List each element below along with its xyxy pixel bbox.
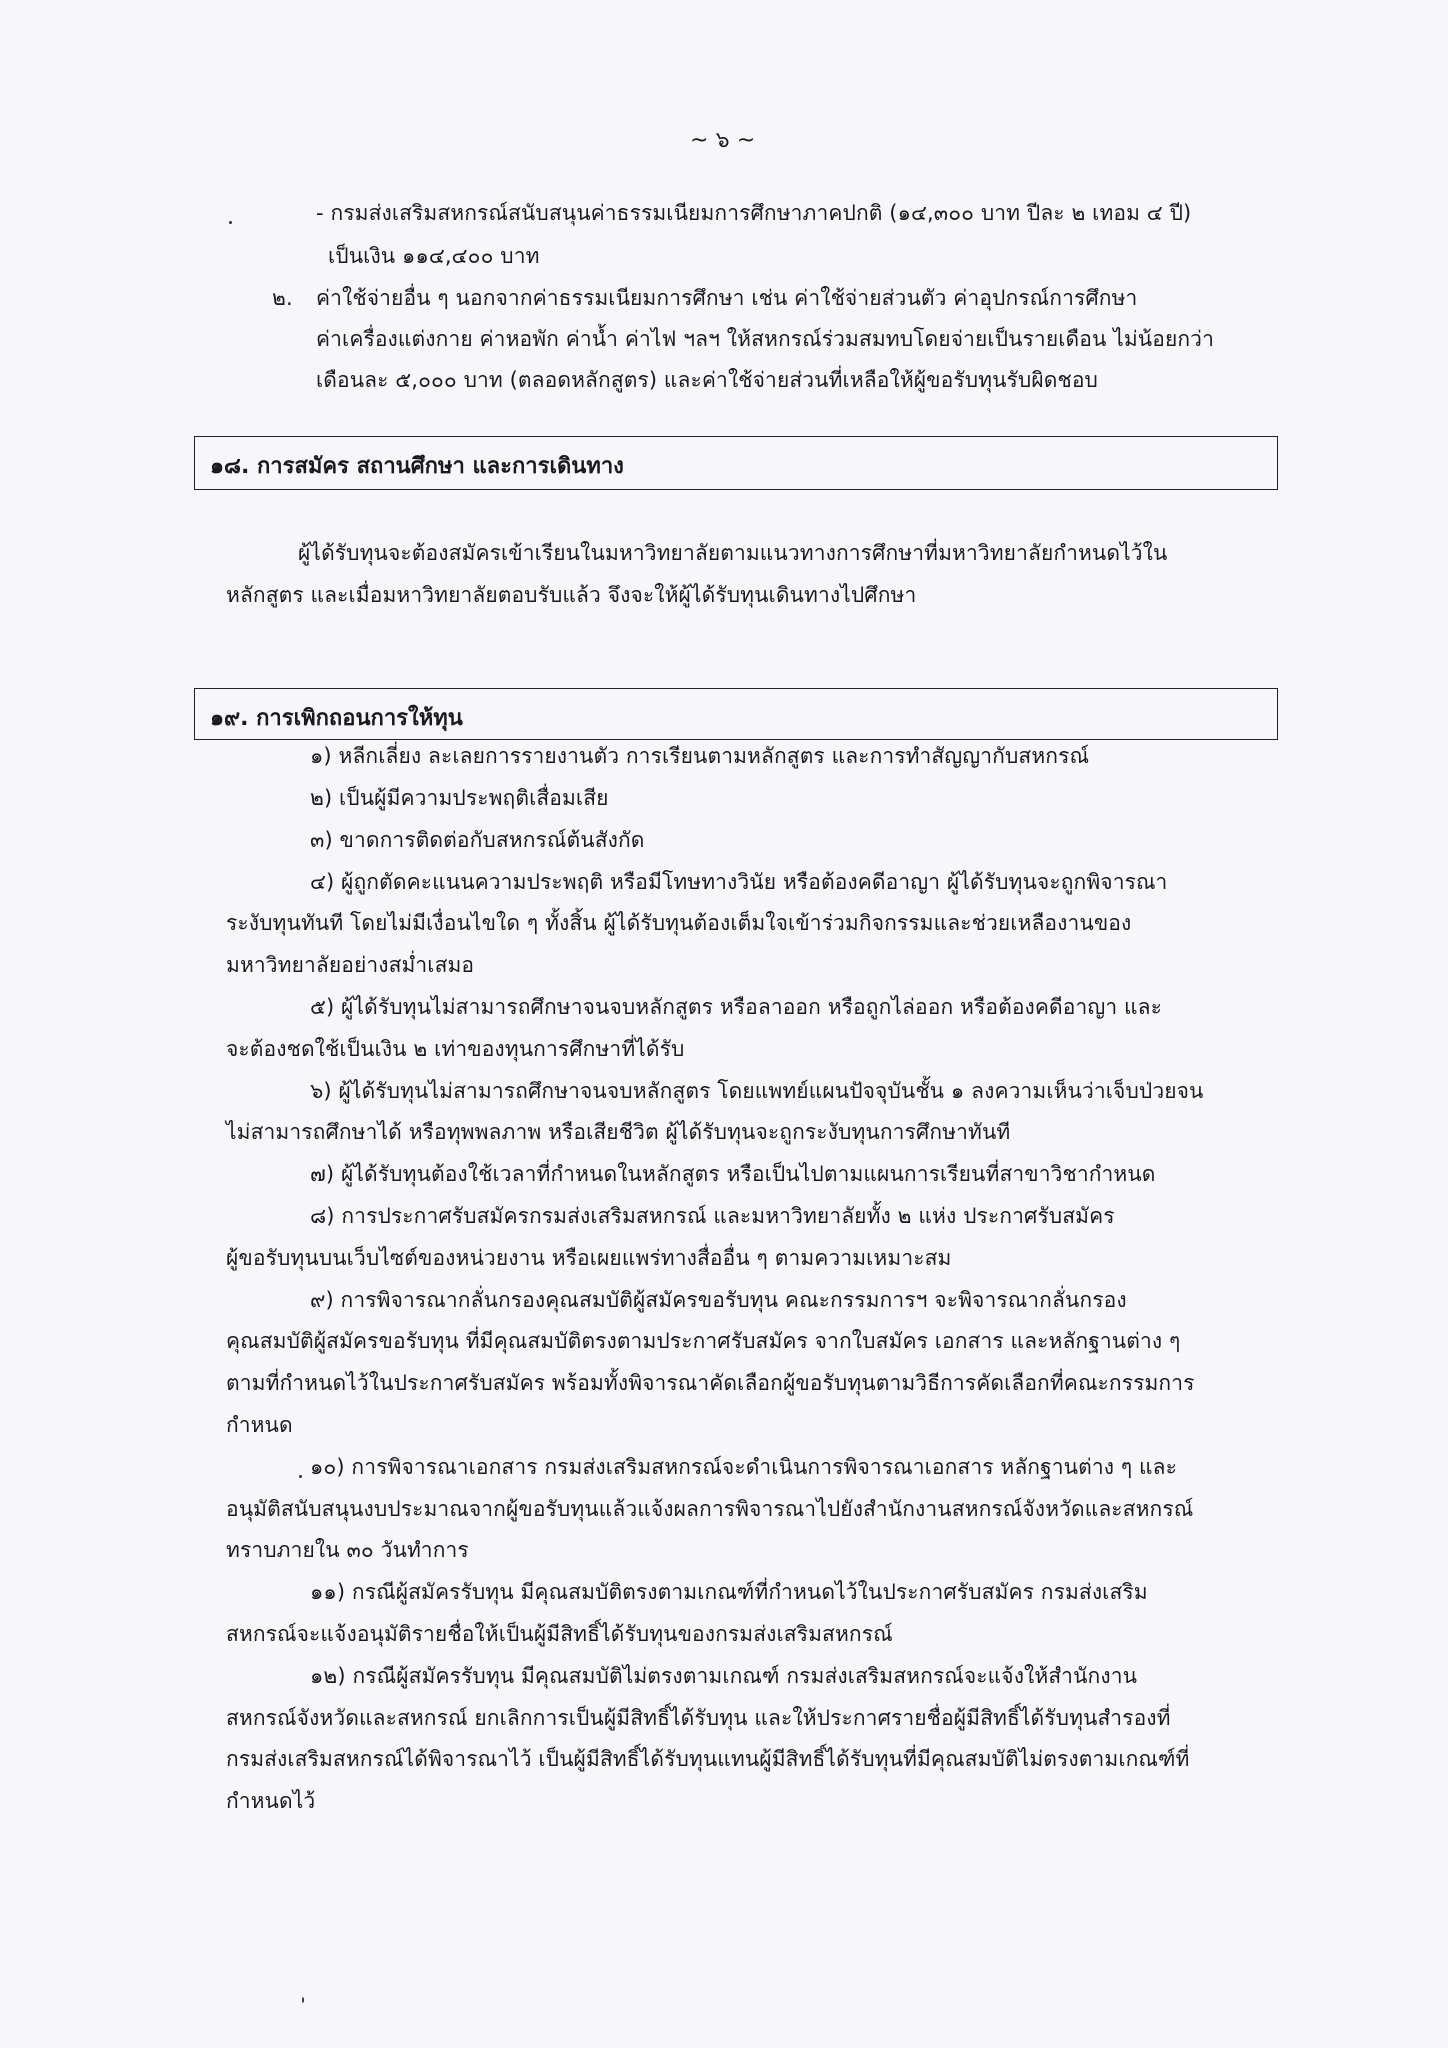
section19-line: ๑๒) กรณีผู้สมัครรับทุน มีคุณสมบัติไม่ตรงตามเกณฑ์ กรมส่งเสริมสหกรณ์จะแจ้งให้สำนักงาน — [310, 1664, 1138, 1688]
section19-line: ๒) เป็นผู้มีความประพฤติเสื่อมเสีย — [310, 786, 609, 810]
section19-line: จะต้องชดใช้เป็นเงิน ๒ เท่าของทุนการศึกษาที่ได้รับ — [226, 1037, 685, 1061]
section19-line: อนุมัติสนับสนุนงบประมาณจากผู้ขอรับทุนแล้วแจ้งผลการพิจารณาไปยังสำนักงานสหกรณ์จังหวัดและสหกรณ์ — [226, 1497, 1194, 1521]
intro-line-2: เป็นเงิน ๑๑๔,๔๐๐ บาท — [328, 244, 540, 268]
section19-line: ๘) การประกาศรับสมัครกรมส่งเสริมสหกรณ์ และมหาวิทยาลัยทั้ง ๒ แห่ง ประกาศรับสมัคร — [310, 1204, 1115, 1228]
section19-line: ผู้ขอรับทุนบนเว็บไซต์ของหน่วยงาน หรือเผยแพร่ทางสื่ออื่น ๆ ตามความเหมาะสม — [226, 1246, 952, 1270]
section19-line: ๙) การพิจารณากลั่นกรองคุณสมบัติผู้สมัครขอรับทุน คณะกรรมการฯ จะพิจารณากลั่นกรอง — [310, 1288, 1127, 1312]
section19-line: กรมส่งเสริมสหกรณ์ได้พิจารณาไว้ เป็นผู้มีสิทธิ์ได้รับทุนแทนผู้มีสิทธิ์ได้รับทุนที่มีคุณสมบัติไม่ตรงตามเกณฑ์ที่ — [226, 1747, 1190, 1771]
section19-line: สหกรณ์จะแจ้งอนุมัติรายชื่อให้เป็นผู้มีสิทธิ์ได้รับทุนของกรมส่งเสริมสหกรณ์ — [226, 1622, 893, 1646]
intro-line-1: - กรมส่งเสริมสหกรณ์สนับสนุนค่าธรรมเนียมการศึกษาภาคปกติ (๑๔,๓๐๐ บาท ปีละ ๒ เทอม ๔ ปี) — [316, 201, 1192, 225]
section18-heading: ๑๘. การสมัคร สถานศึกษา และการเดินทาง — [210, 454, 624, 479]
section19-line: ๑๑) กรณีผู้สมัครรับทุน มีคุณสมบัติตรงตามเกณฑ์ที่กำหนดไว้ในประกาศรับสมัคร กรมส่งเสริม — [310, 1580, 1148, 1604]
scan-speck — [302, 1997, 304, 2003]
item2-line-2: ค่าเครื่องแต่งกาย ค่าหอพัก ค่าน้ำ ค่าไฟ ฯลฯ ให้สหกรณ์ร่วมสมทบโดยจ่ายเป็นรายเดือน ไม่น้อยกว่า — [316, 327, 1214, 351]
section18-line-1: ผู้ได้รับทุนจะต้องสมัครเข้าเรียนในมหาวิทยาลัยตามแนวทางการศึกษาที่มหาวิทยาลัยกำหนดไว้ใน — [298, 541, 1168, 565]
section19-line: ๗) ผู้ได้รับทุนต้องใช้เวลาที่กำหนดในหลักสูตร หรือเป็นไปตามแผนการเรียนที่สาขาวิชากำหนด — [310, 1162, 1156, 1186]
section19-line: สหกรณ์จังหวัดและสหกรณ์ ยกเลิกการเป็นผู้มีสิทธิ์ได้รับทุน และให้ประกาศรายชื่อผู้มีสิทธิ์ได้รับทุนสำรองที่ — [226, 1706, 1171, 1730]
scan-speck — [229, 221, 232, 224]
page-number: ~ ๖ ~ — [690, 128, 756, 153]
item2-line-3: เดือนละ ๕,๐๐๐ บาท (ตลอดหลักสูตร) และค่าใช้จ่ายส่วนที่เหลือให้ผู้ขอรับทุนรับผิดชอบ — [316, 368, 1098, 392]
section19-line: กำหนดไว้ — [226, 1789, 316, 1813]
section19-line: ๕) ผู้ได้รับทุนไม่สามารถศึกษาจนจบหลักสูตร หรือลาออก หรือถูกไล่ออก หรือต้องคดีอาญา และ — [310, 995, 1163, 1019]
item2-number: ๒. — [272, 286, 293, 310]
scan-speck — [299, 1475, 302, 1478]
section19-line: ๖) ผู้ได้รับทุนไม่สามารถศึกษาจนจบหลักสูตร โดยแพทย์แผนปัจจุบันชั้น ๑ ลงความเห็นว่าเจ็บป่วยจน — [310, 1079, 1204, 1103]
section18-line-2: หลักสูตร และเมื่อมหาวิทยาลัยตอบรับแล้ว จึงจะให้ผู้ได้รับทุนเดินทางไปศึกษา — [226, 583, 917, 607]
section19-heading: ๑๙. การเพิกถอนการให้ทุน — [210, 706, 463, 731]
section19-line: กำหนด — [226, 1413, 293, 1437]
item2-line-1: ค่าใช้จ่ายอื่น ๆ นอกจากค่าธรรมเนียมการศึกษา เช่น ค่าใช้จ่ายส่วนตัว ค่าอุปกรณ์การศึกษา — [316, 286, 1138, 310]
section19-line: ๓) ขาดการติดต่อกับสหกรณ์ต้นสังกัด — [310, 828, 645, 852]
section19-line: ระงับทุนทันที โดยไม่มีเงื่อนไขใด ๆ ทั้งสิ้น ผู้ได้รับทุนต้องเต็มใจเข้าร่วมกิจกรรมและช่วยเหลืองานของ — [226, 911, 1132, 935]
section19-line: ตามที่กำหนดไว้ในประกาศรับสมัคร พร้อมทั้งพิจารณาคัดเลือกผู้ขอรับทุนตามวิธีการคัดเลือกที่คณะกรรมการ — [226, 1371, 1195, 1395]
section19-line: คุณสมบัติผู้สมัครขอรับทุน ที่มีคุณสมบัติตรงตามประกาศรับสมัคร จากใบสมัคร เอกสาร และหลักฐานต่าง ๆ — [226, 1329, 1181, 1353]
section19-line: มหาวิทยาลัยอย่างสม่ำเสมอ — [226, 953, 475, 977]
section19-line: ๑) หลีกเลี่ยง ละเลยการรายงานตัว การเรียนตามหลักสูตร และการทำสัญญากับสหกรณ์ — [310, 744, 1090, 768]
section19-line: ไม่สามารถศึกษาได้ หรือทุพพลภาพ หรือเสียชีวิต ผู้ได้รับทุนจะถูกระงับทุนการศึกษาทันที — [226, 1120, 1011, 1144]
section19-line: ๔) ผู้ถูกตัดคะแนนความประพฤติ หรือมีโทษทางวินัย หรือต้องคดีอาญา ผู้ได้รับทุนจะถูกพิจารณา — [310, 870, 1168, 894]
section19-line: ทราบภายใน ๓๐ วันทำการ — [226, 1538, 469, 1562]
section19-line: ๑๐) การพิจารณาเอกสาร กรมส่งเสริมสหกรณ์จะดำเนินการพิจารณาเอกสาร หลักฐานต่าง ๆ และ — [310, 1455, 1178, 1479]
